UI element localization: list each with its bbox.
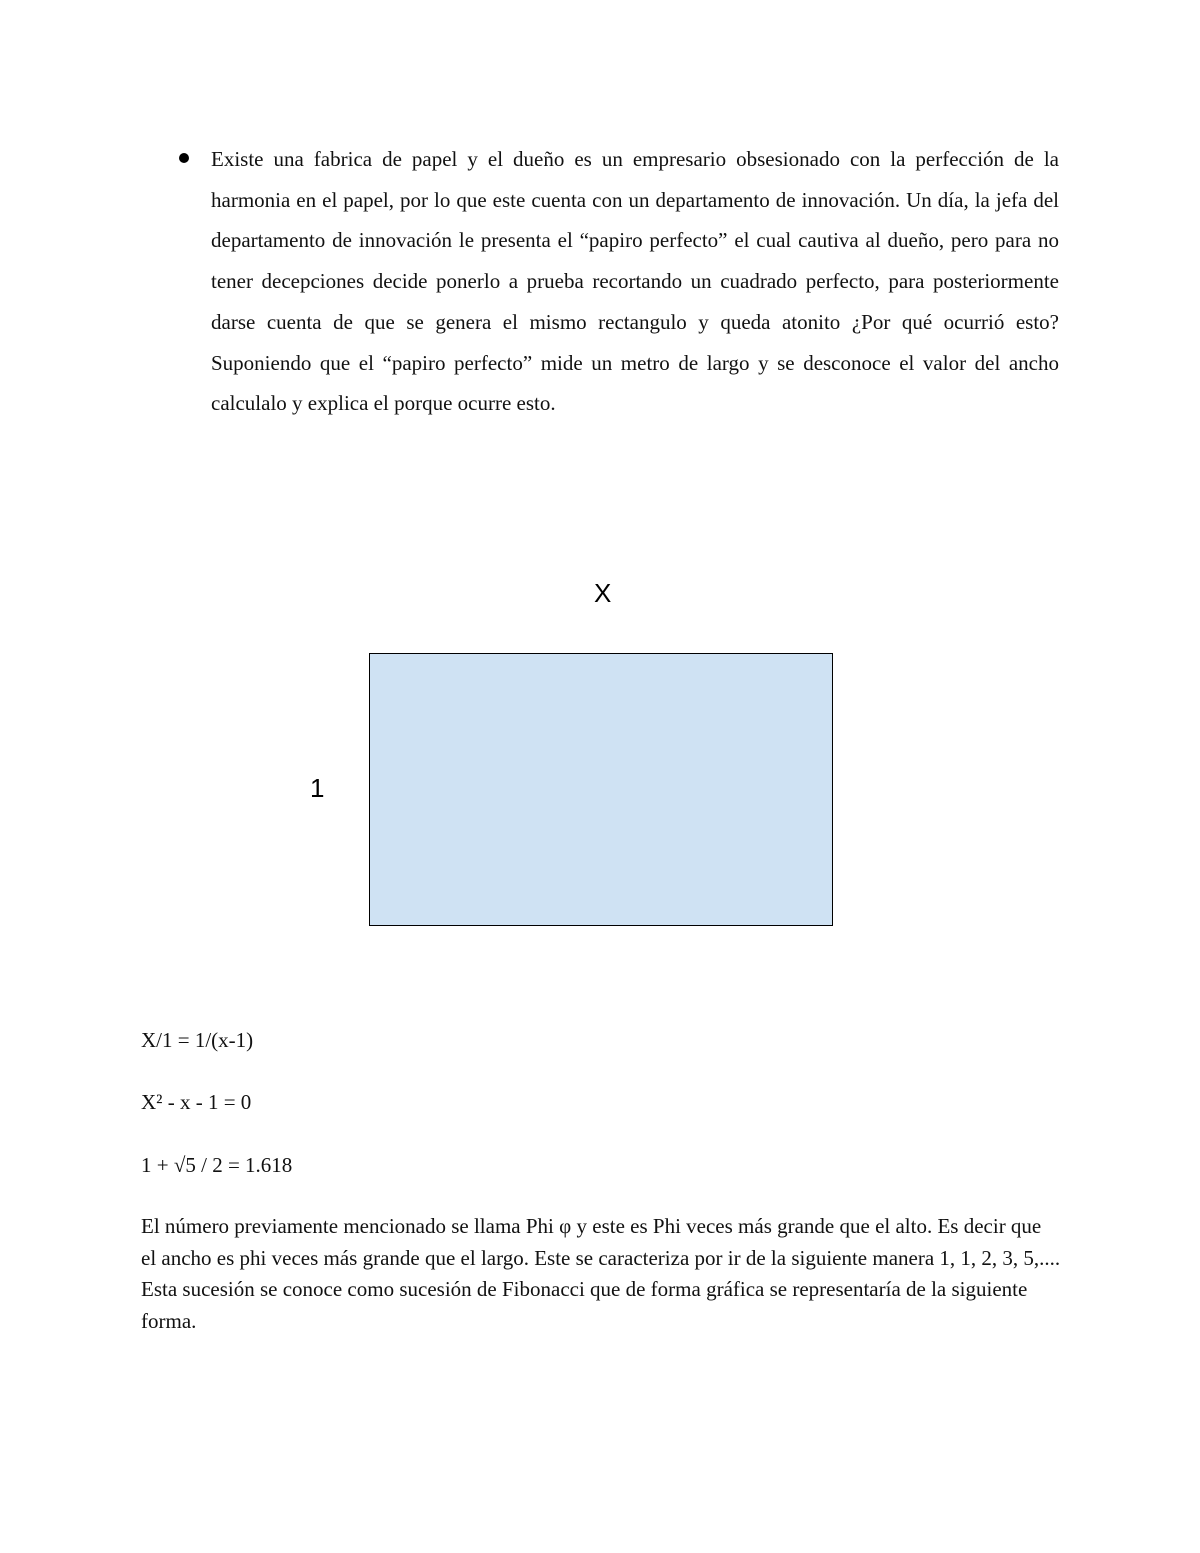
golden-rectangle: [369, 653, 833, 926]
height-label: 1: [310, 773, 325, 803]
equation-solution: 1 + √5 / 2 = 1.618: [141, 1153, 293, 1177]
bullet-icon: [179, 153, 189, 163]
explanation-paragraph: El número previamente mencionado se llama Phi φ y este es Phi veces más grande que el alto. Es decir que el ancho es phi veces más grande que el largo. Este se caracteriza por ir de la siguiente manera 1, 1, 2, 3, 5,.... Esta sucesión se conoce como sucesión de Fibonacci que de forma gráfica se representaría de la siguiente forma.: [141, 1214, 1061, 1333]
equation-proportion: X/1 = 1/(x-1): [141, 1028, 254, 1052]
width-label: X: [594, 578, 612, 608]
question-paragraph: Existe una fabrica de papel y el dueño es un empresario obsesionado con la perfección de la harmonia en el papel, por lo que este cuenta con un departamento de innovación. Un día, la jefa del departamento de innovación le presenta el “papiro perfecto” el cual cautiva al dueño, pero para no tener decepciones decide ponerlo a prueba recortando un cuadrado perfecto, para posteriormente darse cuenta de que se genera el mismo rectangulo y queda atonito ¿Por qué ocurrió esto? Suponiendo que el “papiro perfecto” mide un metro de largo y se desconoce el valor del ancho calculalo y explica el porque ocurre esto.: [211, 147, 1059, 416]
equation-quadratic: X² - x - 1 = 0: [141, 1090, 252, 1114]
